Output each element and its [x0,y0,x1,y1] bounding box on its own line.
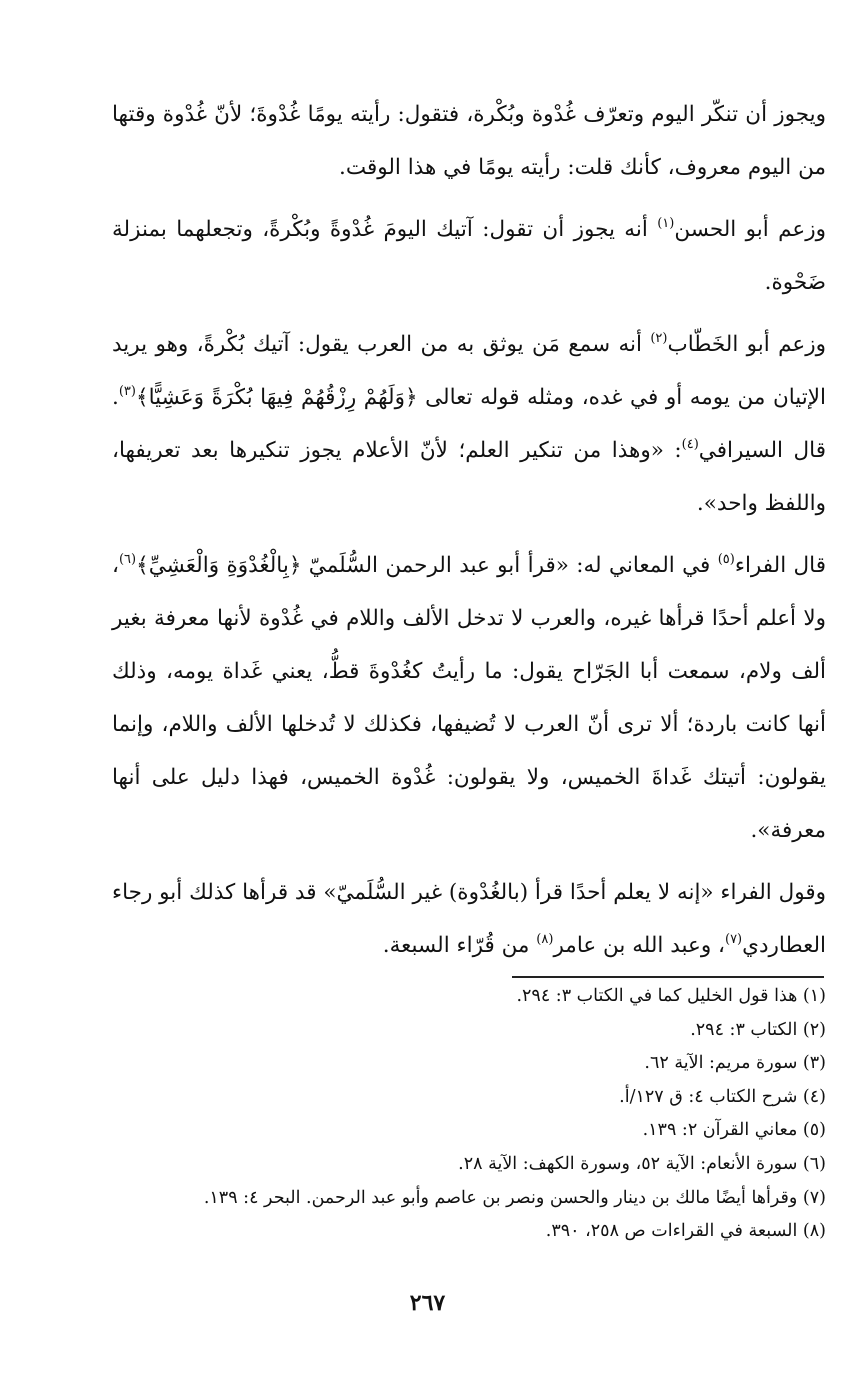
footnote-item: (٥) معاني القرآن ٢: ١٣٩. [642,1120,826,1141]
text-segment: ، وعبد الله بن عامر [553,933,725,958]
footnote-item: (٢) الكتاب ٣: ٢٩٤. [690,1019,826,1040]
footnote-marker: (٤) [681,437,699,452]
footnote-item: (٦) سورة الأنعام: الآية ٥٢، وسورة الكهف: الآية ٢٨. [458,1153,826,1174]
footnote-marker: (٣) [118,384,136,399]
text-segment: وزعم أبو الحسن [674,217,827,242]
text-segment: في المعاني له: «قرأ أبو عبد الرحمن السُّلَميّ ﴿بِالْغُدْوَةِ وَالْعَشِيِّ﴾ [136,553,718,578]
footnote-item: (٨) السبعة في القراءات ص ٢٥٨، ٣٩٠. [545,1221,826,1242]
footnote-separator [512,976,824,978]
text-segment: ويجوز أن تنكّر اليوم وتعرّف غُدْوة وبُكْرة، فتقول: رأيته يومًا غُدْوةَ؛ لأنّ غُدْوة وقتها من اليوم معروف، كأنك قلت: رأيته يومًا في هذا الوقت. [112,102,826,180]
paragraph [112,539,826,857]
paragraph [112,866,826,972]
text-segment: قال الفراء [734,553,826,578]
footnote-marker: (٢) [650,331,668,346]
paragraph [112,88,826,194]
footnote-marker: (٦) [118,552,137,567]
paragraph [112,203,826,309]
footnotes-list [112,980,826,1249]
footnote-marker: (٧) [724,932,743,947]
footnote-marker: (٥) [717,552,735,567]
footnote-item: (١) هذا قول الخليل كما في الكتاب ٣: ٢٩٤. [516,986,826,1006]
page-number: ٢٦٧ [409,1290,446,1316]
main-text [112,88,826,972]
text-segment: . قال السيرافي [112,385,826,463]
text-segment: من قُرّاء السبعة. [382,933,537,958]
paragraph [112,318,826,530]
text-segment: ، ولا أعلم أحدًا قرأها غيره، والعرب لا تدخل الألف واللام في غُدْوة لأنها معرفة بغير ألف ولام، سمعت أبا الجَرّاح يقول: ما رأيتُ كغُدْوةَ قطُّ، يعني غَداة يومه، وذلك أنها كانت باردة؛ ألا ترى أنّ العرب لا تُضيفها، فكذلك لا تُدخلها الألف واللام، وإنما يقولون: أتيتك غَداةَ الخميس، ولا يقولون: غُدْوة الخميس، فهذا دليل على أنها معرفة». [112,553,826,843]
text-segment: أنه سمع مَن يوثق به من العرب يقول: آتيك بُكْرةً، وهو يريد الإتيان من يومه أو في غده، ومثله قوله تعالى ﴿وَلَهُمْ رِزْقُهُمْ فِيهَا بُكْرَةً وَعَشِيًّا﴾ [112,332,826,410]
footnote-item: (٤) شرح الكتاب ٤: ق ١٢٧/أ. [619,1086,826,1107]
footnote-item: (٧) وقرأها أيضًا مالك بن دينار والحسن ونصر بن عاصم وأبو عبد الرحمن. البحر ٤: ١٣٩. [203,1187,826,1208]
text-segment: أنه يجوز أن تقول: آتيك اليومَ غُدْوةً وبُكْرةً، وتجعلهما بمنزلة ضَحْوة. [112,217,826,295]
footnote-marker: (٨) [536,932,554,947]
text-segment: : «وهذا من تنكير العلم؛ لأنّ الأعلام يجوز تنكيرها بعد تعريفها، واللفظ واحد». [112,438,826,516]
footnote-marker: (١) [657,216,675,231]
text-segment: وزعم أبو الخَطّاب [667,332,826,357]
text-segment: وقول الفراء «إنه لا يعلم أحدًا قرأ (بالغُدْوة) غير السُّلَميّ» قد قرأها كذلك أبو رجاء العطاردي [112,880,826,958]
footnote-item: (٣) سورة مريم: الآية ٦٢. [644,1053,826,1074]
